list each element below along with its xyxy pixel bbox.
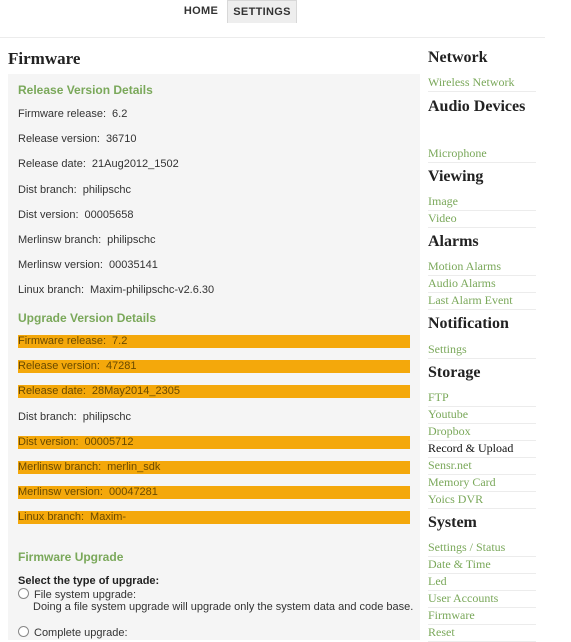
upgrade-details-heading: Upgrade Version Details [18,311,157,325]
detail-row [18,234,410,247]
detail-row [18,335,410,348]
detail-label: Release date: [18,158,86,171]
sidebar-heading-storage: Storage [428,364,481,381]
top-nav-tabs [0,0,571,23]
detail-row [18,108,410,121]
sidebar-item-motion-alarms[interactable]: Motion Alarms [428,259,536,276]
sidebar-item-ftp[interactable]: FTP [428,390,536,407]
detail-value: 00035141 [108,259,158,272]
file-system-upgrade-option[interactable] [18,588,136,602]
detail-label: Dist version: [18,208,79,221]
detail-label: Dist version: [18,435,79,448]
tab-settings[interactable]: SETTINGS [227,0,297,23]
detail-row [18,411,410,424]
detail-row [18,461,410,474]
detail-label: Dist branch: [18,183,77,196]
detail-row [18,360,410,373]
firmware-upgrade-heading: Firmware Upgrade [18,550,124,564]
file-system-upgrade-radio[interactable] [18,588,29,599]
detail-value: 00005712 [84,435,134,448]
sidebar-item-settings-status[interactable]: Settings / Status [428,540,536,557]
upgrade-type-label: Select the type of upgrade: [18,575,160,587]
detail-row [18,385,410,398]
sidebar-item-user-accounts[interactable]: User Accounts [428,591,536,608]
detail-label: Release date: [18,385,86,398]
complete-upgrade-option[interactable] [18,626,128,640]
detail-value: 6.2 [112,108,128,120]
file-system-upgrade-label: File system upgrade: [34,589,137,601]
complete-upgrade-radio[interactable] [18,626,29,637]
detail-row [18,284,410,297]
detail-value: 21Aug2012_1502 [91,158,179,171]
detail-row [18,184,410,197]
sidebar-item-dropbox[interactable]: Dropbox [428,424,536,441]
sidebar-item-led[interactable]: Led [428,574,536,591]
detail-label: Linux branch: [18,284,85,297]
detail-value: 36710 [105,133,137,146]
sidebar-item-notification-settings[interactable]: Settings [428,342,536,359]
detail-row [18,511,410,524]
sidebar-item-audio-alarms[interactable]: Audio Alarms [428,276,536,293]
detail-value: 7.2 [112,335,128,347]
sidebar-item-firmware[interactable]: Firmware [428,608,536,625]
complete-upgrade-label: Complete upgrade: [34,627,128,639]
sidebar-item-record-upload[interactable]: Record & Upload [428,441,536,458]
sidebar-item-image[interactable]: Image [428,194,536,211]
header-divider [0,37,545,38]
release-details-heading: Release Version Details [18,83,153,97]
detail-value: 28May2014_2305 [91,385,180,398]
sidebar-item-sensr-net[interactable]: Sensr.net [428,458,536,475]
sidebar-item-microphone[interactable]: Microphone [428,146,536,163]
tab-home[interactable]: HOME [183,5,219,17]
detail-label: Dist branch: [18,410,77,423]
detail-label: Merlinsw branch: [18,461,102,473]
detail-label: Merlinsw version: [18,259,103,272]
sidebar-item-reset[interactable]: Reset [428,625,536,642]
detail-label: Release version: [18,360,100,373]
sidebar-item-yoics-dvr[interactable]: Yoics DVR [428,492,536,509]
detail-value: merlin_sdk [107,461,161,473]
detail-value: 00047281 [108,486,158,499]
detail-value: 00005658 [84,208,134,221]
sidebar-item-last-alarm-event[interactable]: Last Alarm Event [428,293,536,310]
detail-value: 47281 [105,360,137,373]
sidebar-item-wireless-network[interactable]: Wireless Network [428,75,536,92]
detail-label: Firmware release: [18,108,107,120]
detail-row [18,158,410,171]
sidebar-heading-notification: Notification [428,315,509,332]
sidebar-heading-viewing: Viewing [428,168,484,185]
detail-label: Merlinsw branch: [18,234,102,246]
sidebar-item-video[interactable]: Video [428,211,536,228]
detail-value: Maxim-philipschc-v2.6.30 [90,284,215,297]
detail-label: Linux branch: [18,511,85,524]
page-title: Firmware [8,49,81,68]
sidebar-heading-audio-devices: Audio Devices [428,98,526,115]
detail-row [18,259,410,272]
detail-row [18,436,410,449]
detail-label: Merlinsw version: [18,486,103,499]
detail-row [18,209,410,222]
sidebar-heading-network: Network [428,49,488,66]
detail-row [18,486,410,499]
detail-label: Release version: [18,133,100,146]
detail-value: Maxim- [90,511,127,524]
sidebar-item-date-time[interactable]: Date & Time [428,557,536,574]
detail-label: Firmware release: [18,335,107,347]
sidebar-item-memory-card[interactable]: Memory Card [428,475,536,492]
file-system-upgrade-description: Doing a file system upgrade will upgrade only the system data and code base. [33,601,414,613]
detail-value: philipschc [107,234,156,246]
sidebar-heading-alarms: Alarms [428,233,479,250]
sidebar-heading-system: System [428,514,477,531]
detail-value: philipschc [82,183,132,196]
detail-row [18,133,410,146]
sidebar-item-youtube[interactable]: Youtube [428,407,536,424]
detail-value: philipschc [82,410,132,423]
